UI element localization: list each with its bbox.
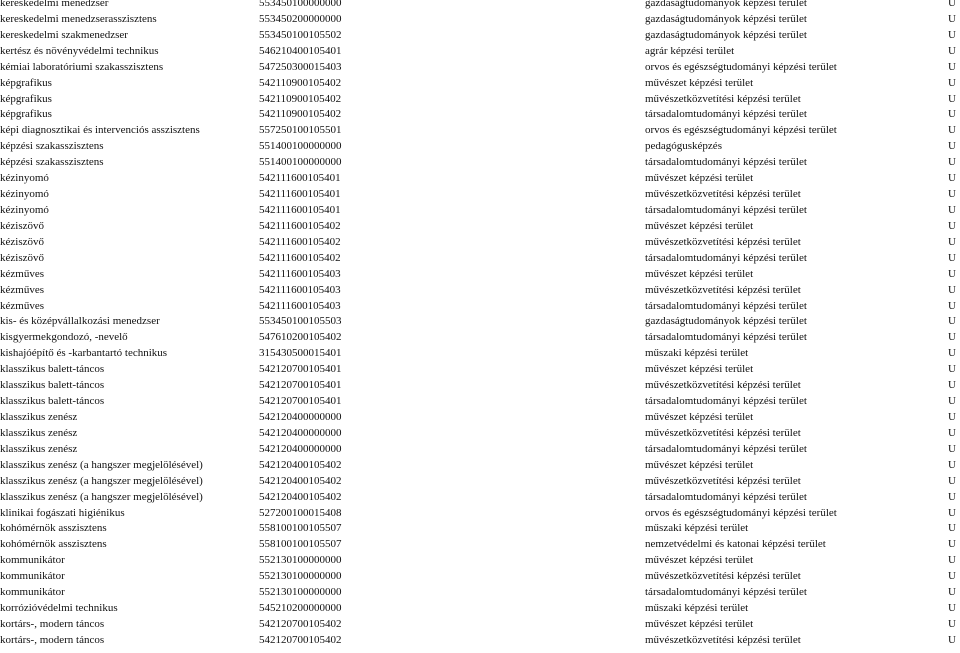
qualification-code: 558100100105507: [259, 538, 342, 551]
table-row: [0, 203, 960, 219]
status-flag: U: [948, 188, 956, 201]
qualification-code: 542111600105401: [259, 172, 341, 185]
qualification-name: klasszikus zenész (a hangszer megjelölésével): [0, 474, 203, 487]
qualification-code: 542120400105402: [259, 474, 342, 487]
qualification-code: 542111600105403: [259, 299, 341, 312]
training-area: társadalomtudományi képzési terület: [645, 108, 807, 121]
qualification-name: kertész és növényvédelmi technikus: [0, 44, 159, 57]
qualification-name: kereskedelmi menedzserasszisztens: [0, 12, 157, 25]
qualification-name: klasszikus zenész (a hangszer megjelölésével): [0, 490, 203, 503]
table-row: [0, 12, 960, 28]
status-flag: U: [948, 458, 956, 471]
qualification-name: klinikai fogászati higiénikus: [0, 506, 125, 519]
training-area: művészet képzési terület: [645, 363, 754, 376]
table-row: [0, 426, 960, 442]
training-area: társadalomtudományi képzési terület: [645, 395, 807, 408]
qualification-name: kishajóépítő és -karbantartó technikus: [0, 347, 168, 360]
status-flag: U: [948, 108, 956, 121]
qualification-code: 315430500015401: [259, 347, 342, 360]
training-area: művészet képzési terület: [645, 410, 754, 423]
status-flag: U: [948, 538, 956, 551]
status-flag: U: [948, 124, 956, 137]
training-area: műszaki képzési terület: [645, 602, 749, 615]
qualification-code: 546210400105401: [259, 44, 342, 57]
status-flag: U: [948, 506, 956, 519]
qualification-name: klasszikus zenész: [0, 410, 78, 423]
table-row: [0, 585, 960, 601]
training-area: művészetközvetítési képzési terület: [645, 633, 801, 646]
status-flag: U: [948, 140, 956, 153]
table-row: [0, 330, 960, 346]
qualification-code: 542111600105403: [259, 267, 341, 280]
table-row: [0, 506, 960, 522]
qualification-name: képi diagnosztikai és intervenciós asszisztens: [0, 124, 200, 137]
table-row: [0, 601, 960, 617]
training-area: gazdaságtudományok képzési terület: [645, 12, 807, 25]
qualification-code: 545210200000000: [259, 602, 342, 615]
qualification-code: 542120400000000: [259, 410, 342, 423]
status-flag: U: [948, 570, 956, 583]
qualification-name: klasszikus zenész: [0, 442, 78, 455]
qualification-name: kéziszövő: [0, 251, 44, 264]
table-row: [0, 60, 960, 76]
status-flag: U: [948, 283, 956, 296]
qualification-code: 551400100000000: [259, 140, 342, 153]
qualification-code: 542110900105402: [259, 92, 342, 105]
status-flag: U: [948, 0, 956, 9]
status-flag: U: [948, 92, 956, 105]
status-flag: U: [948, 44, 956, 57]
qualification-code: 542120400105402: [259, 490, 342, 503]
training-area: művészet képzési terület: [645, 267, 754, 280]
status-flag: U: [948, 554, 956, 567]
qualification-code: 553450200000000: [259, 12, 342, 25]
status-flag: U: [948, 203, 956, 216]
table-row: [0, 283, 960, 299]
table-row: [0, 410, 960, 426]
table-row: [0, 251, 960, 267]
training-area: művészetközvetítési képzési terület: [645, 283, 801, 296]
table-row: [0, 267, 960, 283]
training-area: gazdaságtudományok képzési terület: [645, 28, 807, 41]
training-area: társadalomtudományi képzési terület: [645, 251, 807, 264]
training-area: agrár képzési terület: [645, 44, 735, 57]
status-flag: U: [948, 235, 956, 248]
qualification-code: 553450100000000: [259, 0, 342, 9]
training-area: művészet képzési terület: [645, 458, 754, 471]
training-area: művészetközvetítési képzési terület: [645, 379, 801, 392]
qualification-name: kézműves: [0, 299, 44, 312]
table-row: [0, 123, 960, 139]
status-flag: U: [948, 617, 956, 630]
training-area: nemzetvédelmi és katonai képzési terület: [645, 538, 826, 551]
status-flag: U: [948, 12, 956, 25]
status-flag: U: [948, 331, 956, 344]
qualification-name: kortárs-, modern táncos: [0, 617, 105, 630]
status-flag: U: [948, 76, 956, 89]
qualification-name: klasszikus zenész: [0, 426, 78, 439]
status-flag: U: [948, 60, 956, 73]
qualification-name: kereskedelmi menedzser: [0, 0, 109, 9]
qualification-code: 551400100000000: [259, 156, 342, 169]
table-row: [0, 442, 960, 458]
qualification-code: 552130100000000: [259, 570, 342, 583]
training-area: társadalomtudományi képzési terület: [645, 442, 807, 455]
qualification-code: 547250300015403: [259, 60, 342, 73]
training-area: művészet képzési terület: [645, 172, 754, 185]
training-area: társadalomtudományi képzési terület: [645, 331, 807, 344]
training-area: művészetközvetítési képzési terület: [645, 426, 801, 439]
qualification-code: 542120400000000: [259, 426, 342, 439]
status-flag: U: [948, 586, 956, 599]
qualification-code: 542120700105401: [259, 395, 342, 408]
qualification-name: klasszikus zenész (a hangszer megjelölésével): [0, 458, 203, 471]
training-area: gazdaságtudományok képzési terület: [645, 0, 807, 9]
qualification-code: 542111600105402: [259, 235, 341, 248]
qualification-code: 553450100105503: [259, 315, 342, 328]
qualification-name: kézműves: [0, 267, 44, 280]
table-row: [0, 235, 960, 251]
qualification-code: 542120400105402: [259, 458, 342, 471]
qualification-name: klasszikus balett-táncos: [0, 379, 105, 392]
qualification-name: kommunikátor: [0, 570, 65, 583]
qualification-code: 542120400000000: [259, 442, 342, 455]
table-row: [0, 314, 960, 330]
training-area: gazdaságtudományok képzési terület: [645, 315, 807, 328]
table-row: [0, 362, 960, 378]
training-area: művészetközvetítési képzési terület: [645, 188, 801, 201]
training-area: orvos és egészségtudományi képzési terület: [645, 506, 837, 519]
table-row: [0, 92, 960, 108]
qualification-name: kereskedelmi szakmenedzser: [0, 28, 128, 41]
qualification-code: 542111600105403: [259, 283, 341, 296]
training-area: művészetközvetítési képzési terület: [645, 92, 801, 105]
table-row: [0, 28, 960, 44]
table-row: [0, 394, 960, 410]
qualification-code: 547610200105402: [259, 331, 342, 344]
qualification-code: 542120700105402: [259, 633, 342, 646]
training-area: művészet képzési terület: [645, 219, 754, 232]
table-row: [0, 346, 960, 362]
status-flag: U: [948, 28, 956, 41]
table-row: [0, 0, 960, 12]
status-flag: U: [948, 219, 956, 232]
table-row: [0, 617, 960, 633]
table-row: [0, 155, 960, 171]
status-flag: U: [948, 410, 956, 423]
qualification-name: képgrafikus: [0, 76, 52, 89]
status-flag: U: [948, 172, 956, 185]
table-row: [0, 76, 960, 92]
status-flag: U: [948, 251, 956, 264]
qualification-name: kommunikátor: [0, 586, 65, 599]
qualification-code: 542110900105402: [259, 108, 342, 121]
training-area: társadalomtudományi képzési terület: [645, 203, 807, 216]
training-area: társadalomtudományi képzési terület: [645, 586, 807, 599]
status-flag: U: [948, 395, 956, 408]
qualification-code: 542111600105401: [259, 188, 341, 201]
qualification-name: kommunikátor: [0, 554, 65, 567]
table-row: [0, 299, 960, 315]
training-area: művészet képzési terület: [645, 554, 754, 567]
status-flag: U: [948, 522, 956, 535]
training-area: orvos és egészségtudományi képzési terület: [645, 124, 837, 137]
qualification-name: kisgyermekgondozó, -nevelő: [0, 331, 128, 344]
training-area: pedagógusképzés: [645, 140, 722, 153]
status-flag: U: [948, 474, 956, 487]
status-flag: U: [948, 633, 956, 646]
qualification-code: 552130100000000: [259, 554, 342, 567]
qualification-code: 542120700105402: [259, 617, 342, 630]
qualification-name: kis- és középvállalkozási menedzser: [0, 315, 160, 328]
qualification-code: 542111600105402: [259, 251, 341, 264]
qualification-name: képzési szakasszisztens: [0, 140, 104, 153]
training-area: társadalomtudományi képzési terület: [645, 490, 807, 503]
status-flag: U: [948, 602, 956, 615]
status-flag: U: [948, 442, 956, 455]
qualification-name: klasszikus balett-táncos: [0, 363, 105, 376]
qualification-name: kohómérnök asszisztens: [0, 538, 107, 551]
qualification-code: 557250100105501: [259, 124, 342, 137]
qualification-code: 527200100015408: [259, 506, 342, 519]
qualification-name: kéziszövő: [0, 235, 44, 248]
table-row: [0, 219, 960, 235]
qualification-name: kémiai laboratóriumi szakasszisztens: [0, 60, 164, 73]
status-flag: U: [948, 156, 956, 169]
status-flag: U: [948, 426, 956, 439]
qualification-name: képgrafikus: [0, 108, 52, 121]
qualification-name: kohómérnök asszisztens: [0, 522, 107, 535]
table-row: [0, 633, 960, 649]
qualification-code: 542111600105401: [259, 203, 341, 216]
training-area: művészetközvetítési képzési terület: [645, 474, 801, 487]
status-flag: U: [948, 363, 956, 376]
training-area: társadalomtudományi képzési terület: [645, 156, 807, 169]
table-row: [0, 171, 960, 187]
training-area: művészetközvetítési képzési terület: [645, 570, 801, 583]
table-row: [0, 537, 960, 553]
table-row: [0, 553, 960, 569]
qualification-name: képzési szakasszisztens: [0, 156, 104, 169]
qualification-name: kézműves: [0, 283, 44, 296]
training-area: társadalomtudományi képzési terület: [645, 299, 807, 312]
training-area: művészet képzési terület: [645, 617, 754, 630]
table-row: [0, 187, 960, 203]
training-area: művészetközvetítési képzési terület: [645, 235, 801, 248]
qualification-code: 553450100105502: [259, 28, 342, 41]
qualification-code: 542111600105402: [259, 219, 341, 232]
status-flag: U: [948, 267, 956, 280]
qualification-code: 542110900105402: [259, 76, 342, 89]
training-area: műszaki képzési terület: [645, 347, 749, 360]
qualification-name: képgrafikus: [0, 92, 52, 105]
training-area: orvos és egészségtudományi képzési terület: [645, 60, 837, 73]
qualification-name: klasszikus balett-táncos: [0, 395, 105, 408]
status-flag: U: [948, 490, 956, 503]
table-row: [0, 458, 960, 474]
qualification-code: 542120700105401: [259, 363, 342, 376]
table-row: [0, 139, 960, 155]
qualification-name: kortárs-, modern táncos: [0, 633, 105, 646]
training-area: művészet képzési terület: [645, 76, 754, 89]
table-row: [0, 378, 960, 394]
table-row: [0, 474, 960, 490]
table-row: [0, 44, 960, 60]
qualification-code: 542120700105401: [259, 379, 342, 392]
qualification-name: kézinyomó: [0, 172, 49, 185]
qualification-name: kézinyomó: [0, 188, 49, 201]
table-row: [0, 107, 960, 123]
qualification-code: 558100100105507: [259, 522, 342, 535]
table-row: [0, 490, 960, 506]
status-flag: U: [948, 315, 956, 328]
table-row: [0, 569, 960, 585]
status-flag: U: [948, 299, 956, 312]
qualification-code: 552130100000000: [259, 586, 342, 599]
table-row: [0, 521, 960, 537]
qualification-name: korrózióvédelmi technikus: [0, 602, 118, 615]
status-flag: U: [948, 379, 956, 392]
qualification-name: kézinyomó: [0, 203, 49, 216]
status-flag: U: [948, 347, 956, 360]
training-area: műszaki képzési terület: [645, 522, 749, 535]
qualification-name: kéziszövő: [0, 219, 44, 232]
